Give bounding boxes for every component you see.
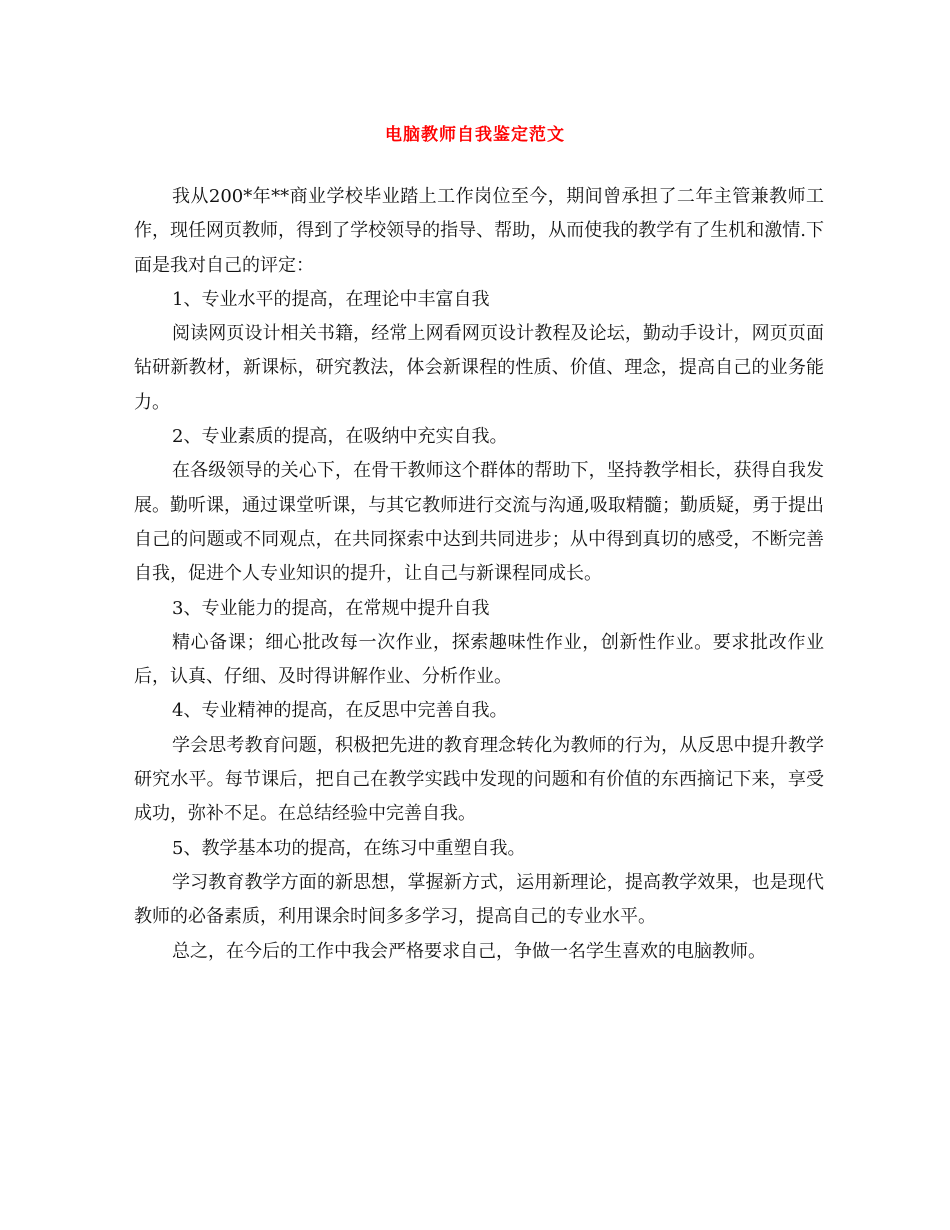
section-heading-5: 5、教学基本功的提高，在练习中重塑自我。 (172, 837, 526, 859)
section-heading-1: 1、专业水平的提高，在理论中丰富自我 (172, 288, 490, 310)
paragraph-section-5: 学习教育教学方面的新思想，掌握新方式，运用新理论，提高教学效果，也是现代教师的必备素质，利用课余时间多多学习，提高自己的专业水平。 (134, 871, 824, 928)
paragraph-conclusion: 总之，在今后的工作中我会严格要求自己，争做一名学生喜欢的电脑教师。 (172, 940, 766, 962)
section-heading-2: 2、专业素质的提高，在吸纳中充实自我。 (172, 426, 508, 448)
section-heading-4: 4、专业精神的提高，在反思中完善自我。 (172, 700, 508, 722)
paragraph-section-2: 在各级领导的关心下，在骨干教师这个群体的帮助下，坚持教学相长，获得自我发展。勤听课，通过课堂听课，与其它教师进行交流与沟通,吸取精髓；勤质疑，勇于提出自己的问题或不同观点，在共同探索中达到共同进步；从中得到真切的感受，不断完善自我，促进个人专业知识的提升，让自己与新课程同成长。 (134, 460, 824, 585)
paragraph-section-1: 阅读网页设计相关书籍，经常上网看网页设计教程及论坛，勤动手设计，网页页面钻研新教材，新课标，研究教法，体会新课程的性质、价值、理念，提高自己的业务能力。 (134, 323, 824, 413)
paragraph-section-4: 学会思考教育问题，积极把先进的教育理念转化为教师的行为，从反思中提升教学研究水平。每节课后，把自己在教学实践中发现的问题和有价值的东西摘记下来，享受成功，弥补不足。在总结经验中完善自我。 (134, 734, 824, 825)
section-heading-3: 3、专业能力的提高，在常规中提升自我 (172, 597, 490, 619)
paragraph-section-3: 精心备课；细心批改每一次作业，探索趣味性作业，创新性作业。要求批改作业后，认真、仔细、及时得讲解作业、分析作业。 (134, 631, 824, 688)
paragraph-intro: 我从200*年**商业学校毕业踏上工作岗位至今，期间曾承担了二年主管兼教师工作，现任网页教师，得到了学校领导的指导、帮助，从而使我的教学有了生机和激情.下面是我对自己的评定： (134, 186, 824, 276)
document-body (134, 180, 824, 969)
document-title: 电脑教师自我鉴定范文 (385, 125, 565, 145)
